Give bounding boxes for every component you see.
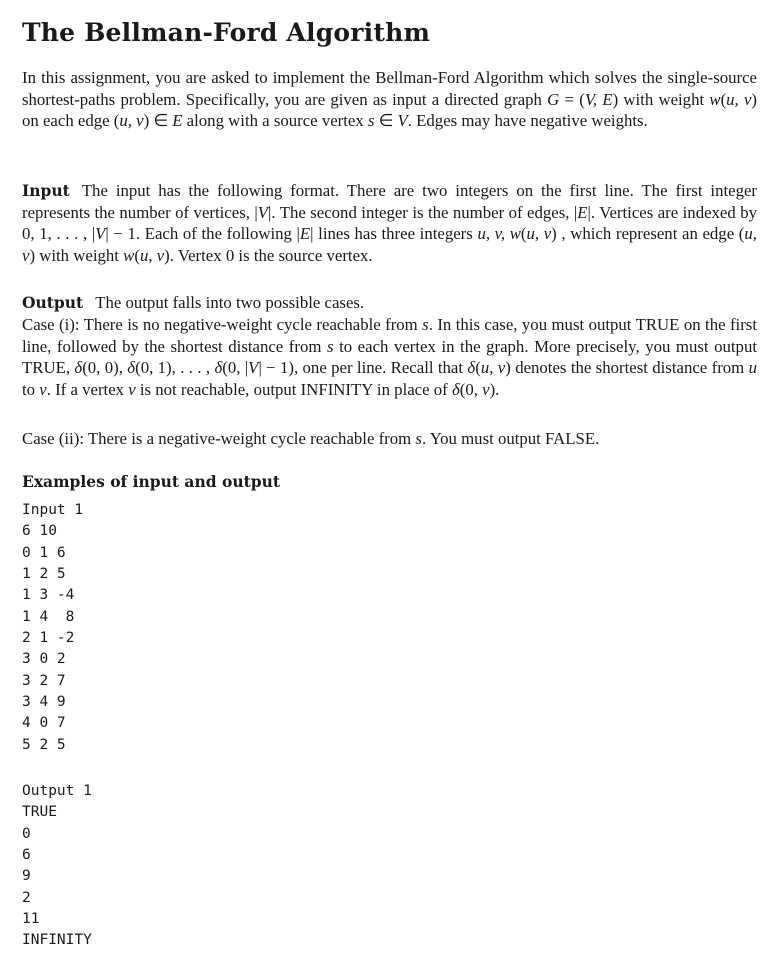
output-example-label: Output 1 xyxy=(22,783,92,799)
output-section-lead xyxy=(22,292,757,314)
input-example-block xyxy=(22,500,83,756)
input-example-label: Input 1 xyxy=(22,502,84,518)
examples-heading: Examples of input and output xyxy=(22,472,281,491)
output-case-2: Case (ii): There is a negative-weight cycle reachable from s. You must output FALSE. xyxy=(22,429,600,448)
intro-paragraph: In this assignment, you are asked to implement the Bellman-Ford Algorithm which solves the single-source shortest-paths problem. Specifically, you are given as input a directed graph G = (V, E) with weight w(u, v) on each edge (u, v) ∈ E along with a source vertex s ∈ V. Edges may have negative weights. xyxy=(22,68,758,131)
output-example-block xyxy=(22,781,92,952)
input-example-lines: 6 10 0 1 6 1 2 5 1 3 -4 1 4 8 2 1 -2 3 0 2 3 2 7 3 4 9 4 0 7 5 2 5 xyxy=(22,523,75,753)
input-description: The input has the following format. There are two integers on the first line. The first integer represents the number of vertices, |V|. The second integer is the number of edges, |E|. Vertices are indexed by 0, 1, . . . , |V| − 1. Each of the following |E| lines has three integers u, v, w(u, v) , which represent an edge (u, v) with weight w(u, v). Vertex 0 is the source vertex. xyxy=(22,181,757,265)
input-heading: Input xyxy=(22,181,70,200)
output-heading: Output xyxy=(22,293,84,312)
output-lead-text: The output falls into two possible cases. xyxy=(95,293,365,312)
output-example-lines: TRUE 0 6 9 2 11 INFINITY xyxy=(22,804,92,949)
output-case-1: Case (i): There is no negative-weight cycle reachable from s. In this case, you must output TRUE on the first line, followed by the shortest distance from s to each vertex in the graph. More precisely, you must output TRUE, δ(0, 0), δ(0, 1), . . . , δ(0, |V| − 1), one per line. Recall that δ(u, v) denotes the shortest distance from u to v. If a vertex v is not reachable, output INFINITY in place of δ(0, v). xyxy=(22,315,758,399)
input-section xyxy=(22,180,757,266)
page-title: The Bellman-Ford Algorithm xyxy=(22,18,431,47)
